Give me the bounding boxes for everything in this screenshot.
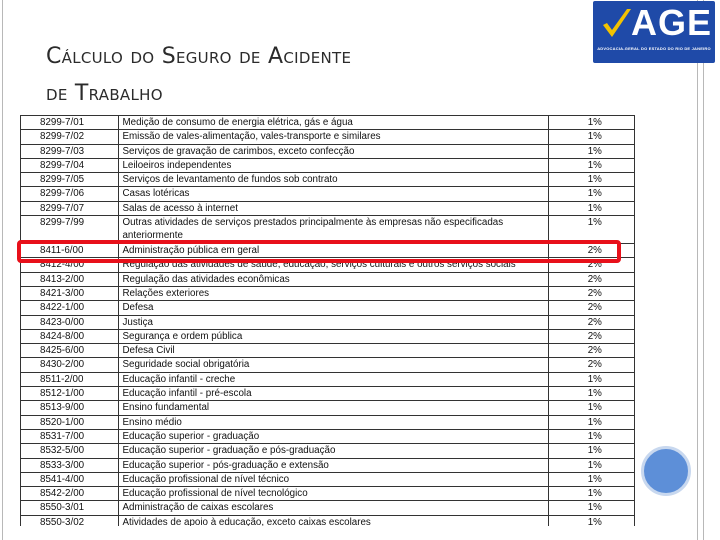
- table-row: [21, 144, 635, 158]
- rate-cell: 1%: [548, 515, 634, 526]
- rate-cell: 1%: [548, 415, 634, 429]
- rate-cell: 1%: [548, 201, 634, 215]
- cnae-code-cell: 8299-7/06: [21, 187, 119, 201]
- rate-cell: 1%: [548, 158, 634, 172]
- cnae-code-cell: 8532-5/00: [21, 444, 119, 458]
- cnae-code-cell: 8299-7/99: [21, 216, 119, 244]
- rate-cell: 1%: [548, 429, 634, 443]
- rate-cell: 1%: [548, 187, 634, 201]
- rate-cell: 2%: [548, 329, 634, 343]
- table-row: [21, 272, 635, 286]
- cnae-code-cell: 8511-2/00: [21, 372, 119, 386]
- table-row: [21, 401, 635, 415]
- rate-cell: 2%: [548, 272, 634, 286]
- table-row: [21, 187, 635, 201]
- activity-description-cell: Salas de acesso à internet: [119, 201, 548, 215]
- checkmark-icon: [601, 7, 633, 43]
- activity-description-cell: Emissão de vales-alimentação, vales-transporte e similares: [119, 130, 548, 144]
- table-row: [21, 201, 635, 215]
- activity-description-cell: Ensino fundamental: [119, 401, 548, 415]
- activity-description-cell: Educação superior - pós-graduação e extensão: [119, 458, 548, 472]
- activity-description-cell: Educação infantil - pré-escola: [119, 387, 548, 401]
- cnae-table-body: [21, 116, 635, 527]
- page-title: [46, 38, 546, 112]
- cnae-code-cell: 8299-7/05: [21, 173, 119, 187]
- rate-cell: 1%: [548, 387, 634, 401]
- activity-description-cell: Administração pública em geral: [119, 244, 548, 258]
- cnae-code-cell: 8411-6/00: [21, 244, 119, 258]
- activity-description-cell: Educação superior - graduação: [119, 429, 548, 443]
- table-row: [21, 501, 635, 515]
- rate-cell: 1%: [548, 130, 634, 144]
- activity-description-cell: Educação superior - graduação e pós-graduação: [119, 444, 548, 458]
- rate-cell: 2%: [548, 301, 634, 315]
- table-row: [21, 315, 635, 329]
- table-row: [21, 301, 635, 315]
- cnae-code-cell: 8513-9/00: [21, 401, 119, 415]
- activity-description-cell: Educação profissional de nível tecnológico: [119, 487, 548, 501]
- cnae-code-cell: 8299-7/07: [21, 201, 119, 215]
- table-row: [21, 158, 635, 172]
- rate-cell: 1%: [548, 458, 634, 472]
- rate-cell: 1%: [548, 116, 634, 130]
- rate-cell: 1%: [548, 216, 634, 244]
- cnae-code-cell: 8520-1/00: [21, 415, 119, 429]
- table-row: [21, 358, 635, 372]
- slide-left-rule: [2, 0, 3, 540]
- activity-description-cell: Serviços de levantamento de fundos sob contrato: [119, 173, 548, 187]
- activity-description-cell: Serviços de gravação de carimbos, exceto confecção: [119, 144, 548, 158]
- rate-cell: 1%: [548, 487, 634, 501]
- table-row: [21, 116, 635, 130]
- rate-cell: 2%: [548, 244, 634, 258]
- activity-description-cell: Justiça: [119, 315, 548, 329]
- cnae-code-cell: 8424-8/00: [21, 329, 119, 343]
- rate-cell: 2%: [548, 358, 634, 372]
- cnae-code-cell: 8412-4/00: [21, 258, 119, 272]
- rate-cell: 1%: [548, 472, 634, 486]
- table-row: [21, 429, 635, 443]
- cnae-code-cell: 8423-0/00: [21, 315, 119, 329]
- table-row: [21, 458, 635, 472]
- rate-cell: 1%: [548, 372, 634, 386]
- cnae-code-cell: 8550-3/01: [21, 501, 119, 515]
- activity-description-cell: Medição de consumo de energia elétrica, gás e água: [119, 116, 548, 130]
- decorative-circle: [641, 446, 691, 496]
- cnae-code-cell: 8425-6/00: [21, 344, 119, 358]
- cnae-code-cell: 8531-7/00: [21, 429, 119, 443]
- activity-description-cell: Relações exteriores: [119, 286, 548, 300]
- rate-cell: 2%: [548, 344, 634, 358]
- cnae-table-container: [20, 115, 635, 526]
- activity-description-cell: Regulação das atividades de saúde, educação, serviços culturais e outros serviços sociais: [119, 258, 548, 272]
- cnae-code-cell: 8542-2/00: [21, 487, 119, 501]
- activity-description-cell: Leiloeiros independentes: [119, 158, 548, 172]
- cnae-code-cell: 8512-1/00: [21, 387, 119, 401]
- rate-cell: 2%: [548, 315, 634, 329]
- rate-cell: 2%: [548, 286, 634, 300]
- cnae-code-cell: 8541-4/00: [21, 472, 119, 486]
- highlight-box: [17, 240, 621, 263]
- activity-description-cell: Educação profissional de nível técnico: [119, 472, 548, 486]
- cnae-code-cell: 8299-7/02: [21, 130, 119, 144]
- slide-right-rule-outer: [703, 0, 704, 540]
- table-row: [21, 472, 635, 486]
- table-row: [21, 415, 635, 429]
- activity-description-cell: Atividades de apoio à educação, exceto caixas escolares: [119, 515, 548, 526]
- cnae-code-cell: 8299-7/03: [21, 144, 119, 158]
- title-line-2: de Trabalho: [46, 81, 163, 106]
- slide-right-rule: [697, 0, 698, 540]
- table-row: [21, 487, 635, 501]
- activity-description-cell: Defesa: [119, 301, 548, 315]
- rate-cell: 1%: [548, 444, 634, 458]
- table-row: [21, 387, 635, 401]
- activity-description-cell: Segurança e ordem pública: [119, 329, 548, 343]
- rate-cell: 2%: [548, 258, 634, 272]
- table-row: [21, 515, 635, 526]
- cnae-code-cell: 8421-3/00: [21, 286, 119, 300]
- table-row: [21, 286, 635, 300]
- table-row: [21, 372, 635, 386]
- cnae-code-cell: 8533-3/00: [21, 458, 119, 472]
- table-row: [21, 329, 635, 343]
- logo-wordmark: AGE: [631, 2, 713, 43]
- rate-cell: 1%: [548, 401, 634, 415]
- table-row: [21, 444, 635, 458]
- cnae-code-cell: 8550-3/02: [21, 515, 119, 526]
- activity-description-cell: Casas lotéricas: [119, 187, 548, 201]
- cnae-rate-table: [20, 115, 635, 526]
- age-logo: [593, 1, 715, 63]
- activity-description-cell: Defesa Civil: [119, 344, 548, 358]
- title-line-1: Cálculo do Seguro de Acidente: [46, 44, 352, 69]
- logo-subtitle: ADVOCACIA-GERAL DO ESTADO DO RIO DE JANEIRO: [597, 46, 711, 51]
- table-row: [21, 130, 635, 144]
- activity-description-cell: Ensino médio: [119, 415, 548, 429]
- rate-cell: 1%: [548, 173, 634, 187]
- activity-description-cell: Administração de caixas escolares: [119, 501, 548, 515]
- cnae-code-cell: 8430-2/00: [21, 358, 119, 372]
- activity-description-cell: Regulação das atividades econômicas: [119, 272, 548, 286]
- table-row: [21, 173, 635, 187]
- rate-cell: 1%: [548, 501, 634, 515]
- cnae-code-cell: 8299-7/01: [21, 116, 119, 130]
- rate-cell: 1%: [548, 144, 634, 158]
- activity-description-cell: Seguridade social obrigatória: [119, 358, 548, 372]
- cnae-code-cell: 8299-7/04: [21, 158, 119, 172]
- activity-description-cell: Outras atividades de serviços prestados principalmente às empresas não especificadas anteriormente: [119, 216, 548, 244]
- cnae-code-cell: 8422-1/00: [21, 301, 119, 315]
- table-row: [21, 344, 635, 358]
- activity-description-cell: Educação infantil - creche: [119, 372, 548, 386]
- cnae-code-cell: 8413-2/00: [21, 272, 119, 286]
